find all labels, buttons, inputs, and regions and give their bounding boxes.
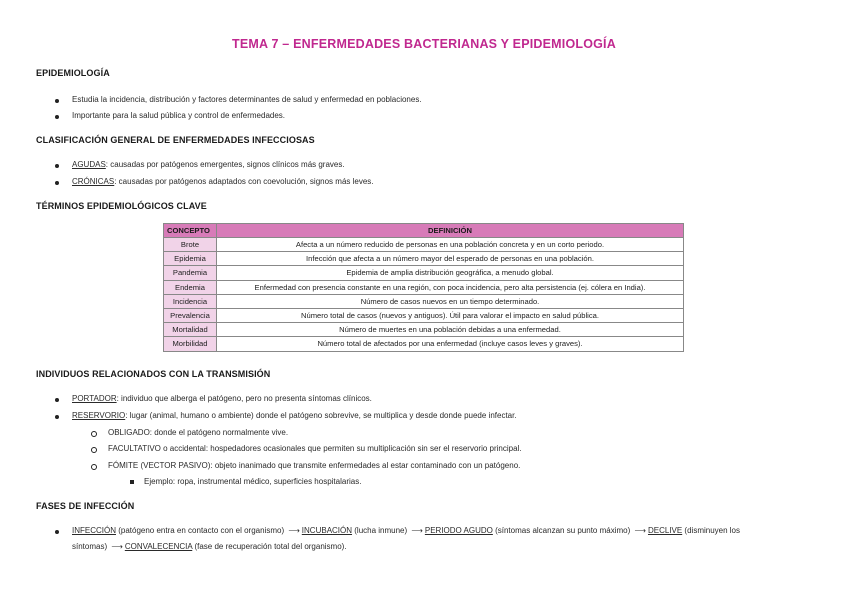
- cell-concepto: Morbilidad: [164, 337, 217, 351]
- cell-concepto: Epidemia: [164, 252, 217, 266]
- term-cronicas: CRÓNICAS: [72, 177, 115, 186]
- definition-text: : causadas por patógenos emergentes, signos clínicos más graves.: [105, 160, 345, 169]
- table-header-row: [164, 224, 684, 238]
- list-item: [72, 160, 345, 169]
- arrow-icon: ⟶: [111, 542, 123, 551]
- list-item: [72, 177, 374, 186]
- term-declive: DECLIVE: [647, 526, 683, 535]
- list-item: [72, 526, 740, 535]
- list-item: Estudia la incidencia, distribución y factores determinantes de salud y enfermedad en poblaciones.: [72, 95, 422, 104]
- cell-definicion: Número de muertes en una población debidas a una enfermedad.: [217, 323, 684, 337]
- phase-text: (patógeno entra en contacto con el organismo): [116, 526, 287, 535]
- terms-table: [163, 223, 684, 352]
- list-item-continuation: [72, 542, 347, 551]
- list-item: Importante para la salud pública y control de enfermedades.: [72, 111, 286, 120]
- page-title: TEMA 7 – ENFERMEDADES BACTERIANAS Y EPIDEMIOLOGÍA: [232, 37, 616, 51]
- term-reservorio: RESERVORIO: [72, 411, 126, 420]
- cell-concepto: Pandemia: [164, 266, 217, 280]
- column-header-definicion: DEFINICIÓN: [217, 224, 684, 238]
- table-row: [164, 280, 684, 294]
- term-agudas: AGUDAS: [72, 160, 106, 169]
- term-convalecencia: CONVALECENCIA: [124, 542, 193, 551]
- term-periodo-agudo: PERIODO AGUDO: [424, 526, 493, 535]
- section-heading-individuos: INDIVIDUOS RELACIONADOS CON LA TRANSMISIÓN: [36, 369, 271, 379]
- phase-text: (disminuyen los: [682, 526, 741, 535]
- table-row: [164, 266, 684, 280]
- list-item: [72, 411, 517, 420]
- arrow-icon: ⟶: [634, 526, 646, 535]
- cell-concepto: Prevalencia: [164, 308, 217, 322]
- cell-concepto: Mortalidad: [164, 323, 217, 337]
- phase-text: (fase de recuperación total del organismo).: [192, 542, 347, 551]
- definition-text: : lugar (animal, humano o ambiente) donde el patógeno sobrevive, se multiplica y desde donde puede infectar.: [125, 411, 517, 420]
- arrow-icon: ⟶: [411, 526, 423, 535]
- table-row: [164, 323, 684, 337]
- list-item: [72, 394, 372, 403]
- section-heading-terminos: TÉRMINOS EPIDEMIOLÓGICOS CLAVE: [36, 201, 207, 211]
- cell-concepto: Brote: [164, 238, 217, 252]
- sub-sub-list-item: Ejemplo: ropa, instrumental médico, superficies hospitalarias.: [144, 477, 362, 486]
- cell-definicion: Epidemia de amplia distribución geográfica, a menudo global.: [217, 266, 684, 280]
- section-heading-clasificacion: CLASIFICACIÓN GENERAL DE ENFERMEDADES INFECCIOSAS: [36, 135, 315, 145]
- cell-definicion: Número total de casos (nuevos y antiguos). Útil para valorar el impacto en salud pública.: [217, 308, 684, 322]
- cell-concepto: Endemia: [164, 280, 217, 294]
- cell-definicion: Número de casos nuevos en un tiempo determinado.: [217, 294, 684, 308]
- cell-definicion: Afecta a un número reducido de personas en una población concreta y en un corto periodo.: [217, 238, 684, 252]
- sub-list-item: OBLIGADO: donde el patógeno normalmente vive.: [108, 428, 289, 437]
- definition-text: : individuo que alberga el patógeno, pero no presenta síntomas clínicos.: [116, 394, 372, 403]
- definition-text: : causadas por patógenos adaptados con coevolución, signos más leves.: [114, 177, 374, 186]
- cell-definicion: Número total de afectados por una enfermedad (incluye casos leves y graves).: [217, 337, 684, 351]
- phase-text: síntomas): [72, 542, 110, 551]
- sub-list-item: FACULTATIVO o accidental: hospedadores ocasionales que permiten su multiplicación sin ser el reservorio principal.: [108, 444, 522, 453]
- term-portador: PORTADOR: [72, 394, 117, 403]
- term-infeccion: INFECCIÓN: [72, 526, 116, 535]
- phase-text: (síntomas alcanzan su punto máximo): [492, 526, 633, 535]
- section-heading-epidemiologia: EPIDEMIOLOGÍA: [36, 68, 110, 78]
- cell-definicion: Enfermedad con presencia constante en una región, con poca incidencia, pero alta persistencia (ej. cólera en India).: [217, 280, 684, 294]
- term-incubacion: INCUBACIÓN: [301, 526, 353, 535]
- sub-list-item: FÓMITE (VECTOR PASIVO): objeto inanimado que transmite enfermedades al estar contaminado con un patógeno.: [108, 461, 521, 470]
- section-heading-fases: FASES DE INFECCIÓN: [36, 501, 135, 511]
- arrow-icon: ⟶: [288, 526, 300, 535]
- table-row: [164, 238, 684, 252]
- table-row: [164, 308, 684, 322]
- table-row: [164, 252, 684, 266]
- table-row: [164, 294, 684, 308]
- table-row: [164, 337, 684, 351]
- phase-text: (lucha inmune): [352, 526, 410, 535]
- cell-definicion: Infección que afecta a un número mayor del esperado de personas en una población.: [217, 252, 684, 266]
- cell-concepto: Incidencia: [164, 294, 217, 308]
- column-header-concepto: CONCEPTO: [164, 224, 217, 238]
